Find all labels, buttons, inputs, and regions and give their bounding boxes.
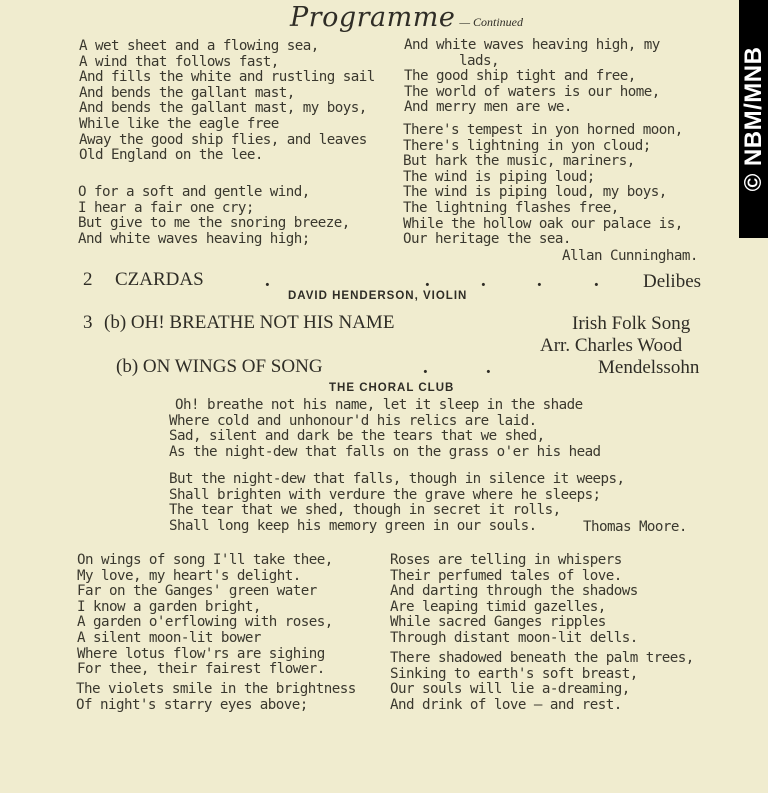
verse-line: Oh! breathe not his name, let it sleep in the shade (175, 397, 583, 413)
poem1-right-stanza1 (404, 38, 660, 116)
verse-line: A garden o'erflowing with roses, (77, 614, 333, 631)
verse-line: The wind is piping loud; (403, 168, 595, 185)
item3-number: 3 (83, 312, 93, 333)
verse-line: The tear that we shed, though in secret it rolls, (169, 502, 561, 519)
verse-line: Shall brighten with verdure the grave where he sleeps; (169, 486, 601, 503)
item3-arranger: Arr. Charles Wood (540, 335, 683, 356)
verse-line: Far on the Ganges' green water (77, 583, 317, 600)
verse-line: And darting through the shadows (390, 583, 638, 600)
poem3-right-stanza2 (390, 651, 694, 713)
verse-line: And merry men are we. (404, 99, 572, 116)
poem2-author: Thomas Moore. (583, 519, 687, 535)
leader-dot: . (481, 270, 486, 291)
item3-composer-b2: Mendelssohn (598, 357, 700, 378)
verse-line: Away the good ship flies, and leaves (79, 131, 367, 148)
verse-line: Our heritage the sea. (403, 231, 571, 248)
poem2-stanza1 (169, 398, 601, 460)
verse-line: A silent moon-lit bower (77, 629, 261, 646)
verse-line: The lightning flashes free, (403, 199, 619, 216)
verse-line: And white waves heaving high; (78, 230, 310, 247)
verse-line: As the night-dew that falls on the grass o'er his head (169, 443, 601, 460)
item3-composer-b1: Irish Folk Song (572, 313, 691, 334)
verse-line: O for a soft and gentle wind, (78, 184, 310, 200)
verse-line: Old England on the lee. (79, 147, 263, 164)
verse-line: A wind that follows fast, (79, 53, 279, 70)
verse-line: The violets smile in the brightness (76, 681, 356, 697)
poem1-left-stanza2 (78, 185, 350, 247)
leader-dot: . (537, 270, 542, 291)
verse-line: I hear a fair one cry; (78, 199, 254, 216)
poem1-left-stanza1 (79, 39, 375, 164)
verse-line: Our souls will lie a-dreaming, (390, 681, 630, 698)
verse-line: Where lotus flow'rs are sighing (77, 645, 325, 662)
verse-line: Of night's starry eyes above; (76, 696, 308, 713)
watermark-text: © NBM/MNB (739, 46, 767, 192)
verse-line: And drink of love — and rest. (390, 696, 622, 713)
verse-line: Are leaping timid gazelles, (390, 598, 606, 615)
verse-line: But hark the music, mariners, (403, 153, 635, 170)
verse-line: While sacred Ganges ripples (390, 614, 606, 631)
verse-line: My love, my heart's delight. (77, 567, 301, 584)
verse-line: But the night-dew that falls, though in silence it weeps, (169, 471, 625, 487)
verse-line: There's tempest in yon horned moon, (403, 122, 683, 138)
verse-line: Their perfumed tales of love. (390, 567, 622, 584)
copyright-watermark (739, 0, 768, 238)
leader-dot: . (423, 357, 428, 378)
verse-line: Sad, silent and dark be the tears that we shed, (169, 428, 545, 445)
poem3-right-stanza1 (390, 553, 638, 647)
verse-line: Shall long keep his memory green in our souls. (169, 517, 537, 534)
item2-composer: Delibes (643, 271, 702, 292)
item2-title: CZARDAS (115, 269, 204, 290)
verse-line: While like the eagle free (79, 115, 279, 132)
leader-dot: . (594, 270, 599, 291)
verse-line: Through distant moon-lit dells. (390, 629, 638, 646)
item3-part-b2-title: (b) ON WINGS OF SONG (116, 356, 323, 377)
verse-line: lads, (459, 52, 499, 69)
leader-dot: . (265, 270, 270, 291)
poem3-left-stanza2 (76, 682, 356, 713)
item3-part-b1-title: (b) OH! BREATHE NOT HIS NAME (104, 312, 395, 333)
poem1-right-stanza2 (403, 123, 683, 248)
poem1-author: Allan Cunningham. (562, 248, 698, 264)
verse-line: But give to me the snoring breeze, (78, 215, 350, 232)
item2-performer: DAVID HENDERSON, VIOLIN (288, 290, 468, 302)
verse-line: Roses are telling in whispers (390, 552, 622, 568)
page-header (290, 2, 523, 33)
verse-line: I know a garden bright, (77, 598, 261, 615)
verse-line: For thee, their fairest flower. (77, 661, 325, 678)
verse-line: The wind is piping loud, my boys, (403, 184, 667, 201)
continued-label: — Continued (459, 15, 523, 29)
verse-line: On wings of song I'll take thee, (77, 552, 333, 568)
verse-line: And fills the white and rustling sail (79, 69, 375, 86)
verse-line: The world of waters is our home, (404, 83, 660, 100)
verse-line: There's lightning in yon cloud; (403, 137, 651, 154)
poem3-left-stanza1 (77, 553, 333, 678)
poem2-stanza2 (169, 472, 625, 534)
item2-number: 2 (83, 269, 93, 290)
verse-line: While the hollow oak our palace is, (403, 215, 683, 232)
verse-line: There shadowed beneath the palm trees, (390, 650, 694, 666)
verse-line: And bends the gallant mast, my boys, (79, 100, 367, 117)
leader-dot: . (486, 357, 491, 378)
verse-line: A wet sheet and a flowing sea, (79, 38, 319, 54)
programme-title: Programme (290, 2, 456, 33)
verse-line: And bends the gallant mast, (79, 84, 295, 101)
leader-dot: . (425, 270, 430, 291)
item3-performer: THE CHORAL CLUB (329, 382, 455, 394)
verse-line: Sinking to earth's soft breast, (390, 665, 638, 682)
verse-line: And white waves heaving high, my (404, 37, 660, 53)
verse-line: Where cold and unhonour'd his relics are laid. (169, 412, 537, 429)
verse-line: The good ship tight and free, (404, 68, 636, 85)
